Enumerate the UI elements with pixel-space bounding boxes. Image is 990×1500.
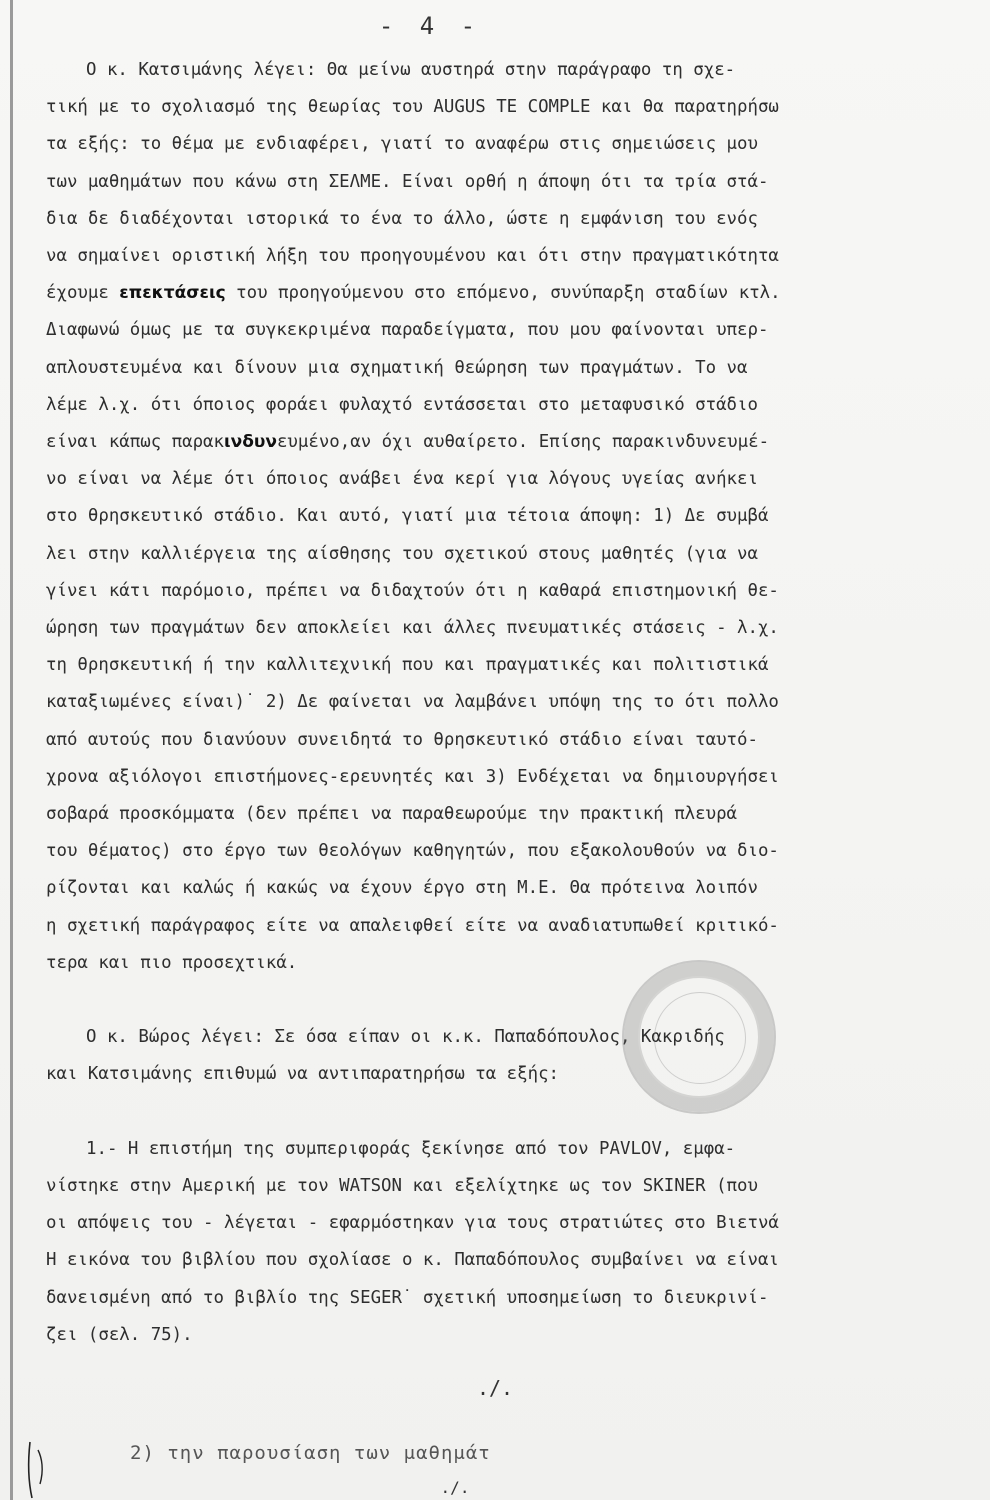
typed-segment: είναι κάπως παρακ — [46, 432, 224, 452]
handwritten-correction: ινδυν — [224, 432, 277, 452]
official-stamp-seal — [622, 960, 776, 1114]
text-line: ώρηση των πραγμάτων δεν αποκλείει και άλλες πνευματικές στάσεις - λ.χ. — [46, 618, 779, 638]
continuation-mark: ./. — [476, 1376, 514, 1400]
text-line: γίνει κάτι παρόμοιο, πρέπει να διδαχτούν ότι η καθαρά επιστημονική θε- — [46, 580, 779, 601]
text-line: τική με το σχολιασμό της θεωρίας του AUGUS TE COMPLE και θα παρατηρήσω — [46, 97, 779, 118]
text-line: του θέματος) στο έργο των θεολόγων καθηγητών, που εξακολουθούν να διο- — [46, 841, 779, 862]
text-line — [46, 281, 781, 305]
text-line: Ο κ. Κατσιμάνης λέγει: Θα μείνω αυστηρά στην παράγραφο τη σχε- — [86, 60, 736, 80]
page-edge-shadow — [10, 0, 13, 1500]
text-line: λέμε λ.χ. ότι όποιος φοράει φυλαχτό εντάσσεται στο μεταφυσικό στάδιο — [46, 394, 758, 415]
text-line: 1.- Η επιστήμη της συμπεριφοράς ξεκίνησε από τον PAVLOV, εμφα- — [86, 1138, 736, 1159]
text-line: απλουστευμένα και δίνουν μια σχηματική θεώρηση των πραγμάτων. Το να — [46, 357, 748, 378]
text-line: τα εξής: το θέμα με ενδιαφέρει, γιατί το αναφέρω στις σημειώσεις μου — [46, 134, 758, 155]
text-line: νο είναι να λέμε ότι όποιος ανάβει ένα κερί για λόγους υγείας ανήκει — [46, 469, 758, 490]
text-line: ρίζονται και καλώς ή κακώς να έχουν έργο στη Μ.Ε. Θα πρότεινα λοιπόν — [46, 878, 758, 899]
handwritten-correction: επεκτάσεις — [119, 283, 226, 304]
text-line: από αυτούς που διανύουν συνειδητά το θρησκευτικό στάδιο είναι ταυτό- — [46, 729, 758, 750]
text-line: στο θρησκευτικό στάδιο. Και αυτό, γιατί μια τέτοια άποψη: 1) Δε συμβά — [46, 506, 769, 527]
page-number: - 4 - — [378, 12, 482, 40]
next-page-bleed-text: 2) την παρουσίαση των μαθημάτ — [130, 1442, 491, 1464]
bottom-mark: ./. — [440, 1478, 470, 1497]
text-line: των μαθημάτων που κάνω στη ΣΕΛΜΕ. Είναι ορθή η άποψη ότι τα τρία στά- — [46, 171, 769, 192]
text-line: Ο κ. Βώρος λέγει: Σε όσα είπαν οι κ.κ. Παπαδόπουλος, Κακριδής — [86, 1027, 725, 1048]
text-line: τη θρησκευτική ή την καλλιτεχνική που και πραγματικές και πολιτιστικά — [46, 655, 769, 676]
text-line: οι απόψεις του - λέγεται - εφαρμόστηκαν για τους στρατιώτες στο Βιετνά — [46, 1213, 779, 1234]
text-line: δια δε διαδέχονται ιστορικά το ένα το άλλο, ώστε η εμφάνιση του ενός — [46, 208, 758, 229]
text-line: και Κατσιμάνης επιθυμώ να αντιπαρατηρήσω τα εξής: — [46, 1064, 560, 1085]
text-line: ζει (σελ. 75). — [46, 1324, 193, 1345]
text-line: σοβαρά προσκόμματα (δεν πρέπει να παραθεωρούμε την πρακτική πλευρά — [46, 804, 738, 824]
text-line: τερα και πιο προσεχτικά. — [46, 952, 298, 973]
text-line: δανεισμένη από το βιβλίο της SEGER˙ σχετική υποσημείωση το διευκρινί- — [46, 1287, 769, 1308]
typed-segment: του προηγούμενου στο επόμενο, συνύπαρξη σταδίων κτλ. — [225, 283, 781, 304]
typed-segment: ευμένο,αν όχι αυθαίρετο. Επίσης παρακινδυνευμέ- — [276, 432, 770, 452]
typed-segment: έχουμε — [46, 283, 120, 304]
text-line — [46, 430, 769, 454]
text-line: καταξιωμένες είναι)˙ 2) Δε φαίνεται να λαμβάνει υπόψη της το ότι πολλο — [46, 692, 779, 713]
text-line: νίστηκε στην Αμερική με τον WATSON και εξελίχτηκε ως τον SKINER (που — [46, 1176, 758, 1196]
text-line: Η εικόνα του βιβλίου που σχολίασε ο κ. Παπαδόπουλος συμβαίνει να είναι — [46, 1250, 779, 1271]
text-line: να σημαίνει οριστική λήξη του προηγουμένου και ότι στην πραγματικότητα — [46, 246, 779, 266]
text-line: λει στην καλλιέργεια της αίσθησης του σχετικού στους μαθητές (για να — [46, 543, 758, 564]
stamp-inner-ring — [654, 992, 746, 1084]
text-line: χρονα αξιόλογοι επιστήμονες-ερευνητές και 3) Ενδέχεται να δημιουργήσει — [46, 766, 779, 787]
text-line: η σχετική παράγραφος είτε να απαλειφθεί είτε να αναδιατυπωθεί κριτικό- — [46, 915, 779, 936]
text-line: Διαφωνώ όμως με τα συγκεκριμένα παραδείγματα, που μου φαίνονται υπερ- — [46, 320, 769, 341]
